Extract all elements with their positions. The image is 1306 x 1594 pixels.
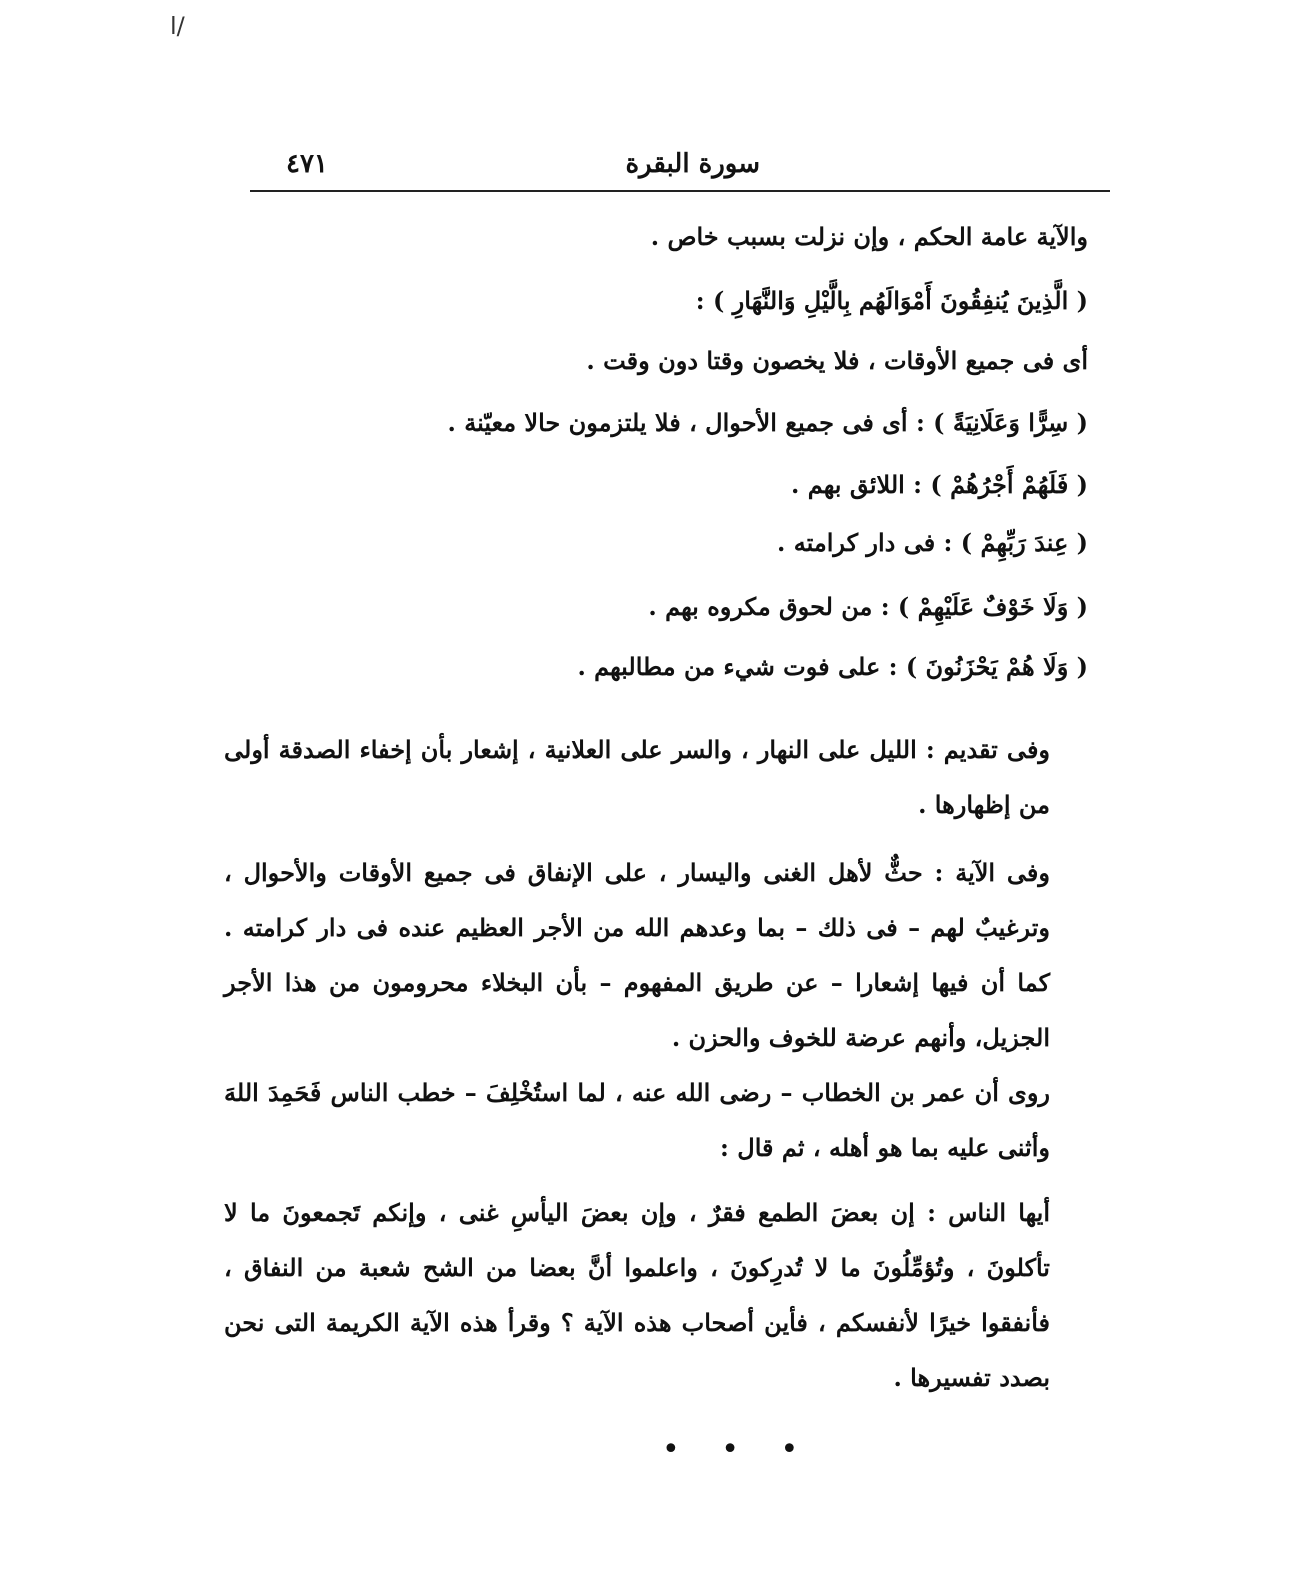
text-line: والآية عامة الحكم ، وإن نزلت بسبب خاص . [650, 222, 1088, 251]
verse-line: ( وَلَا خَوْفٌ عَلَيْهِمْ ) : من لحوق مكروه بهم . [648, 592, 1088, 621]
paragraph: أيها الناس : إن بعضَ الطمع فقرٌ ، وإن بعضَ اليأسِ غنى ، وإنكم تَجمعونَ ما لا تأكلونَ ، وتُؤمِّلُونَ ما لا تُدرِكونَ ، واعلموا أنَّ بعضا من الشح شعبة من النفاق ، فأنفقوا خيرًا لأنفسكم ، فأين أصحاب هذه الآية ؟ وقرأ هذه الآية الكريمة التى نحن بصدد تفسيرها . [224, 1198, 1050, 1392]
pencil-mark: ا/ [170, 12, 185, 40]
text-line: أى فى جميع الأوقات ، فلا يخصون وقتا دون وقت . [586, 346, 1088, 375]
verse-line: ( الَّذِينَ يُنفِقُونَ أَمْوَالَهُم بِالَّيْلِ وَالنَّهَارِ ) : [695, 286, 1088, 315]
paragraph: وفى تقديم : الليل على النهار ، والسر على العلانية ، إشعار بأن إخفاء الصدقة أولى من إظهارها . [224, 735, 1050, 819]
running-header [250, 145, 1110, 189]
verse-line: ( فَلَهُمْ أَجْرُهُمْ ) : اللائق بهم . [791, 470, 1088, 499]
paragraph: وفى الآية : حثٌّ لأهل الغنى واليسار ، على الإنفاق فى جميع الأوقات والأحوال ، وترغيبٌ لهم – فى ذلك – بما وعدهم الله من الأجر العظيم عنده فى دار كرامته . كما أن فيها إشعارا – عن طريق المفهوم – بأن البخلاء محرومون من هذا الأجر الجزيل، وأنهم عرضة للخوف والحزن . [224, 858, 1050, 1052]
verse-line: ( عِندَ رَبِّهِمْ ) : فى دار كرامته . [777, 528, 1088, 557]
page-title: سورة البقرة [625, 149, 760, 179]
paragraph: روى أن عمر بن الخطاب – رضى الله عنه ، لما استُخْلِفَ – خطب الناس فَحَمِدَ اللهَ وأثنى عليه بما هو أهله ، ثم قال : [224, 1078, 1050, 1162]
verse-line: ( وَلَا هُمْ يَحْزَنُونَ ) : على فوت شيء من مطالبهم . [577, 652, 1088, 681]
verse-line: ( سِرًّا وَعَلَانِيَةً ) : أى فى جميع الأحوال ، فلا يلتزمون حالا معيّنة . [447, 408, 1088, 437]
header-rule [250, 190, 1110, 192]
page-number: ٤٧١ [286, 149, 328, 179]
section-separator: • • • [662, 1432, 815, 1467]
